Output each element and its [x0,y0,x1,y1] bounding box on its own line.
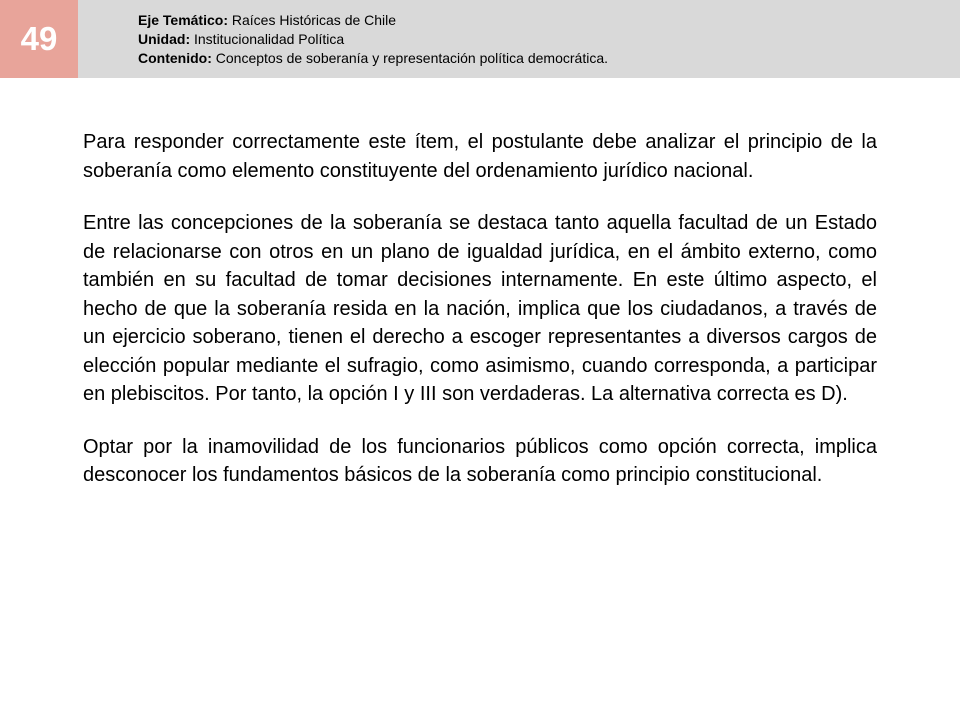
contenido-value: Conceptos de soberanía y representación política democrática. [215,50,608,66]
paragraph-1: Para responder correctamente este ítem, el postulante debe analizar el principio de la soberanía como elemento constituyente del ordenamiento jurídico nacional. [83,131,877,182]
eje-tematico-value: Raíces Históricas de Chile [231,12,397,28]
unidad-line [138,30,608,49]
header-metadata [138,11,608,68]
question-number-badge [0,0,78,78]
eje-tematico-label: Eje Temático: [138,12,228,28]
paragraph-2: Entre las concepciones de la soberanía se destaca tanto aquella facultad de un Estado de relacionarse con otros en un plano de igualdad jurídica, en el ámbito externo, como también en su facultad de tomar decisiones internamente. En este último aspecto, el hecho de que la soberanía resida en la nación, implica que los ciudadanos, a través de un ejercicio soberano, tienen el derecho a escoger representantes a diversos cargos de elección popular mediante el sufragio, como asimismo, cuando corresponda, a participar en plebiscitos. Por tanto, la opción I y III son verdaderas. La alternativa correcta es D). [83,212,877,405]
eje-tematico-line [138,11,608,30]
unidad-value: Institucionalidad Política [194,31,345,47]
contenido-label: Contenido: [138,50,212,66]
question-number: 49 [20,20,58,57]
explanation-body [83,128,877,514]
contenido-line [138,49,608,68]
unidad-label: Unidad: [138,31,191,47]
paragraph-3: Optar por la inamovilidad de los funcionarios públicos como opción correcta, implica desconocer los fundamentos básicos de la soberanía como principio constitucional. [83,435,877,486]
